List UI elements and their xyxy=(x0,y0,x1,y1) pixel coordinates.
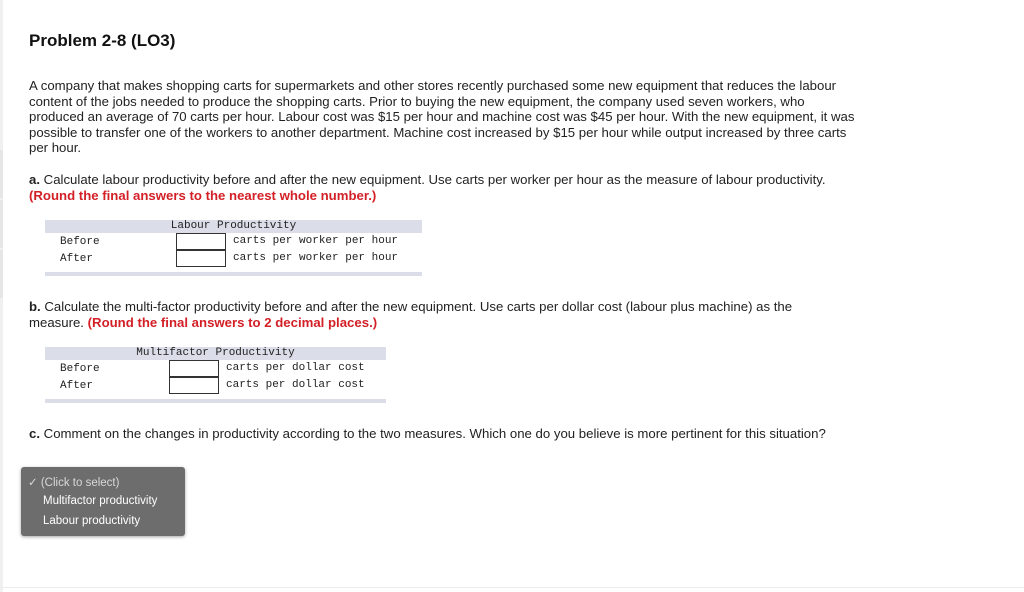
dropdown-placeholder: (Click to select) xyxy=(40,477,120,489)
multifactor-productivity-table xyxy=(45,347,386,405)
dropdown-option-multifactor[interactable]: Multifactor productivity xyxy=(43,495,158,507)
row-label-before: Before xyxy=(60,236,100,248)
row-unit-before: carts per worker per hour xyxy=(233,235,399,247)
check-icon: ✓ xyxy=(28,477,38,489)
side-marker xyxy=(0,150,3,198)
row-unit-after: carts per dollar cost xyxy=(226,379,365,391)
side-marker xyxy=(0,200,3,248)
table-header: Multifactor Productivity xyxy=(45,347,386,360)
row-label-before: Before xyxy=(60,363,100,375)
table-header: Labour Productivity xyxy=(45,220,422,233)
part-b-instruction: (Round the final answers to 2 decimal places.) xyxy=(87,314,378,330)
part-c-text: Comment on the changes in productivity according to the two measures. Which one do you believe is more pertinent for this situation? xyxy=(43,426,826,441)
labour-productivity-table xyxy=(45,220,423,278)
row-unit-after: carts per worker per hour xyxy=(233,252,399,264)
problem-title: Problem 2-8 (LO3) xyxy=(29,31,176,50)
productivity-measure-dropdown[interactable] xyxy=(21,467,185,536)
row-label-after: After xyxy=(60,253,94,265)
labour-before-input[interactable] xyxy=(176,233,226,250)
table-footer-bar xyxy=(45,399,386,403)
dropdown-option-labour[interactable]: Labour productivity xyxy=(43,515,141,527)
part-a-question xyxy=(29,172,829,203)
part-b-letter: b. xyxy=(29,299,41,314)
part-a-text: Calculate labour productivity before and after the new equipment. Use carts per worker per hour as the measure of labour productivity. xyxy=(43,172,826,187)
part-b-text: Calculate the multi-factor productivity before and after the new equipment. Use carts per dollar cost (labour plus machine) as the measure. xyxy=(29,299,793,330)
multifactor-before-input[interactable] xyxy=(169,360,219,377)
labour-after-input[interactable] xyxy=(176,250,226,267)
table-footer-bar xyxy=(45,272,422,276)
part-a-letter: a. xyxy=(29,172,40,187)
row-unit-before: carts per dollar cost xyxy=(226,362,365,374)
part-c-question xyxy=(29,426,829,442)
part-a-instruction: (Round the final answers to the nearest whole number.) xyxy=(29,187,377,203)
part-c-letter: c. xyxy=(29,426,40,441)
multifactor-after-input[interactable] xyxy=(169,377,219,394)
dropdown-selected[interactable] xyxy=(28,475,119,489)
row-label-after: After xyxy=(60,380,94,392)
bottom-divider xyxy=(0,587,1024,588)
side-marker xyxy=(0,250,3,298)
problem-intro: A company that makes shopping carts for supermarkets and other stores recently purchased some new equipment that reduces the labour content of the jobs needed to produce the shopping carts. Prior to buying the new equipment, the company used seven workers, who produced an average of 70 carts per hour. Labour cost was $15 per hour and machine cost was $45 per hour. With the new equipment, it was possible to transfer one of the workers to another department. Machine cost increased by $15 per hour while output increased by three carts per hour. xyxy=(29,78,855,156)
part-b-question xyxy=(29,299,849,330)
